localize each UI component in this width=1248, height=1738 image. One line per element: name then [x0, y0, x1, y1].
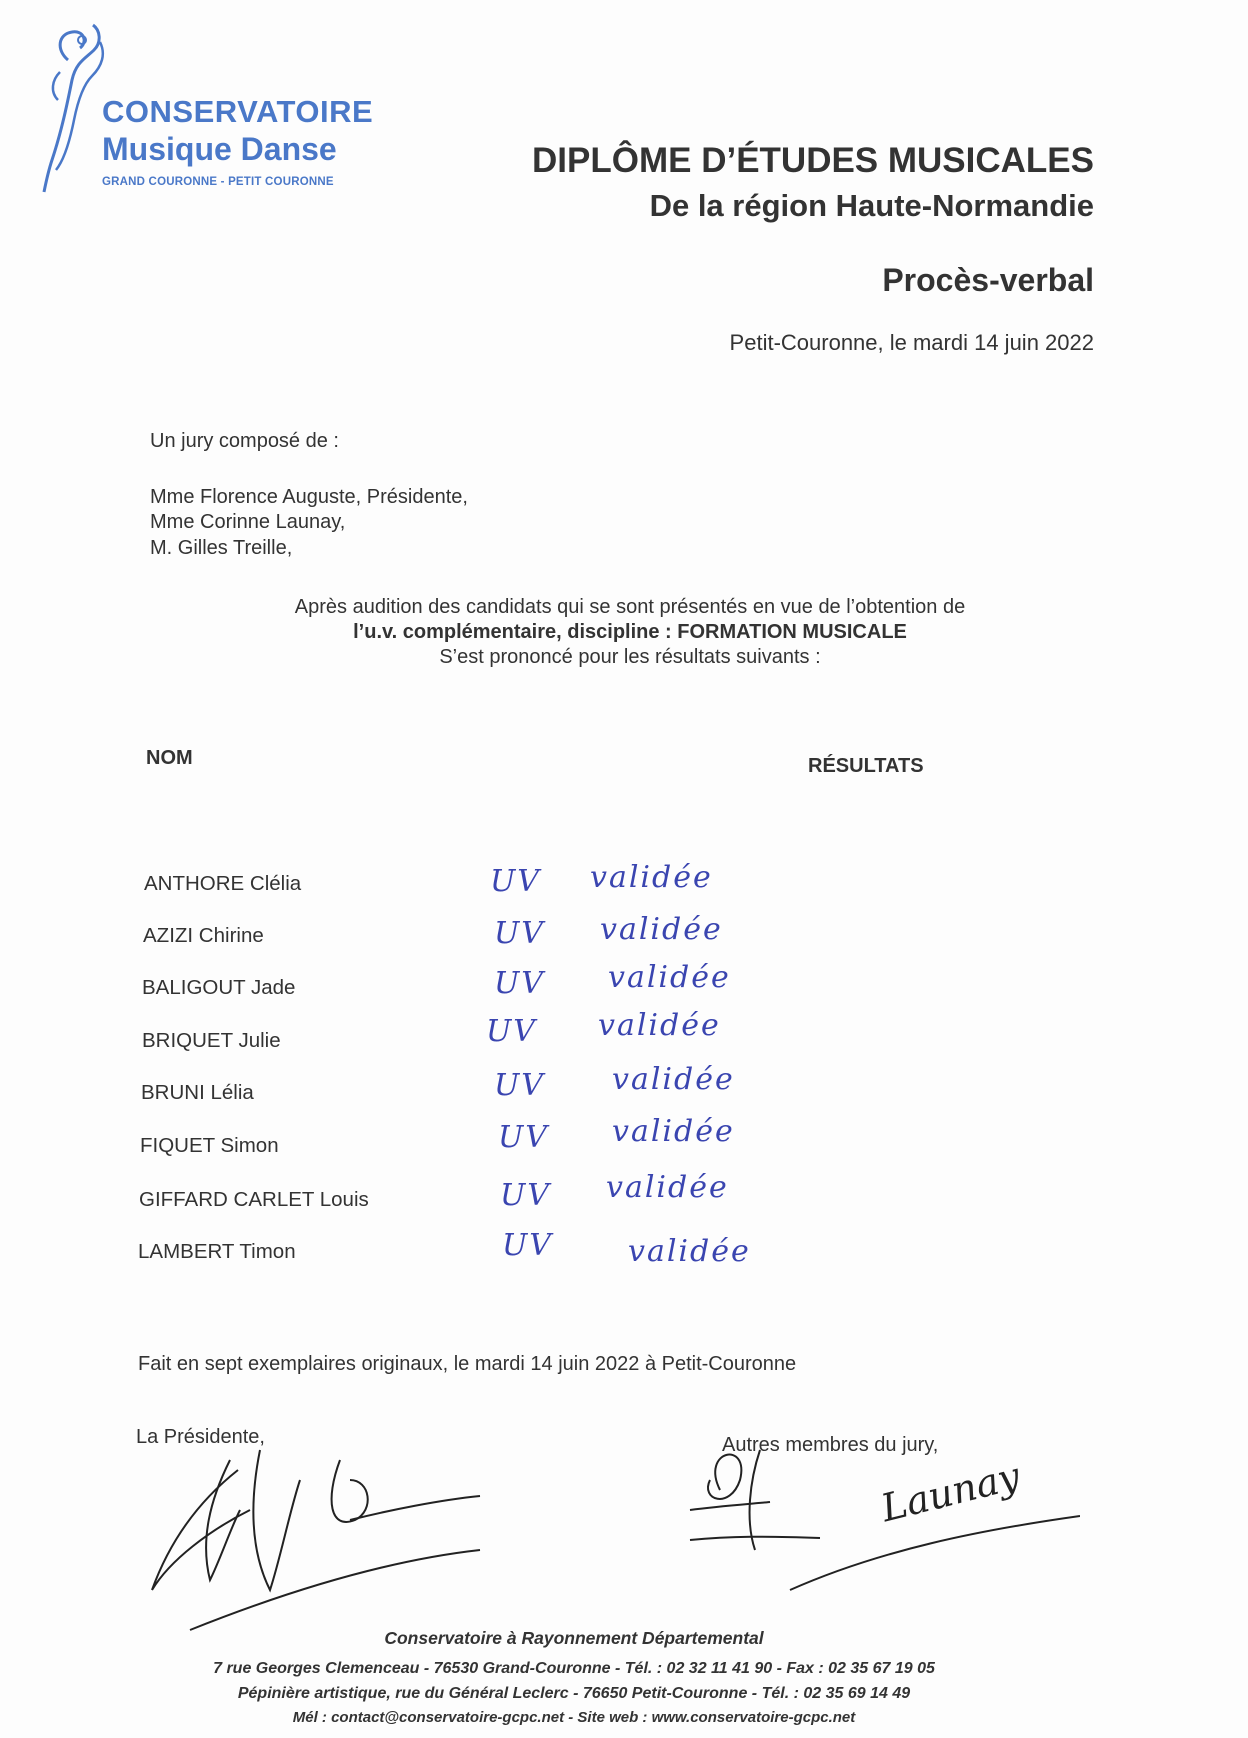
- table-row-name: BRUNI Lélia: [141, 1081, 254, 1104]
- statement-line-1: Après audition des candidats qui se sont présentés en vue de l’obtention de: [294, 596, 966, 618]
- logo-line-3: GRAND COURONNE - PETIT COURONNE: [102, 176, 334, 188]
- logo-line-2: Musique Danse: [102, 131, 337, 167]
- table-row-result: validée: [606, 1170, 729, 1205]
- table-row-name: AZIZI Chirine: [143, 924, 264, 947]
- table-row-result: validée: [590, 860, 713, 895]
- table-row-result: validée: [598, 1008, 721, 1043]
- table-row-name: BALIGOUT Jade: [142, 976, 296, 999]
- logo-line-1: CONSERVATOIRE: [102, 94, 374, 129]
- column-header-name: NOM: [146, 747, 193, 769]
- place-date: Petit-Couronne, le mardi 14 juin 2022: [729, 330, 1094, 355]
- table-row-uv: UV: [494, 966, 545, 1001]
- table-row-uv: UV: [500, 1178, 551, 1213]
- table-row-uv: UV: [502, 1228, 553, 1263]
- statement-line-3: S’est prononcé pour les résultats suivants :: [439, 646, 821, 668]
- table-row-name: ANTHORE Clélia: [144, 872, 302, 895]
- table-row-uv: UV: [498, 1120, 549, 1155]
- table-row-uv: UV: [494, 1068, 545, 1103]
- document-title: DIPLÔME D’ÉTUDES MUSICALES: [532, 141, 1094, 180]
- table-row-name: GIFFARD CARLET Louis: [139, 1188, 369, 1211]
- table-row-result: validée: [608, 960, 731, 995]
- footer-contact: Mél : contact@conservatoire-gcpc.net - Site web : www.conservatoire-gcpc.net: [292, 1709, 856, 1726]
- footer-address-1: 7 rue Georges Clemenceau - 76530 Grand-Couronne - Tél. : 02 32 11 41 90 - Fax : 02 35 67 19 05: [213, 1660, 935, 1677]
- table-row-result: validée: [612, 1062, 735, 1097]
- table-row-uv: UV: [490, 864, 541, 899]
- statement-line-2: l’u.v. complémentaire, discipline : FORMATION MUSICALE: [353, 621, 907, 643]
- closing-statement: Fait en sept exemplaires originaux, le mardi 14 juin 2022 à Petit-Couronne: [138, 1353, 797, 1375]
- president-label: La Présidente,: [136, 1426, 265, 1448]
- table-row-name: FIQUET Simon: [140, 1134, 279, 1157]
- table-row-result: validée: [600, 912, 723, 947]
- jury-member: Mme Florence Auguste, Présidente,: [150, 486, 468, 508]
- president-signature: [140, 1440, 500, 1640]
- jury-others-label: Autres membres du jury,: [722, 1434, 939, 1456]
- table-row-name: LAMBERT Timon: [138, 1240, 296, 1263]
- table-row-uv: UV: [494, 916, 545, 951]
- footer-address-2: Pépinière artistique, rue du Général Leclerc - 76650 Petit-Couronne - Tél. : 02 35 69 14 49: [237, 1685, 911, 1702]
- document-type: Procès-verbal: [882, 262, 1094, 298]
- table-row-name: BRIQUET Julie: [142, 1029, 281, 1052]
- jury-signature-launay: Launay: [876, 1453, 1025, 1531]
- jury-member: M. Gilles Treille,: [150, 537, 293, 559]
- column-header-results: RÉSULTATS: [808, 755, 924, 777]
- jury-intro: Un jury composé de :: [150, 430, 339, 452]
- jury-member: Mme Corinne Launay,: [150, 511, 346, 533]
- table-row-uv: UV: [486, 1014, 537, 1049]
- table-row-result: validée: [612, 1114, 735, 1149]
- footer-institution: Conservatoire à Rayonnement Départemental: [384, 1628, 764, 1648]
- document-subtitle: De la région Haute-Normandie: [649, 188, 1094, 223]
- table-row-result: validée: [628, 1234, 751, 1269]
- jury-signature-treille: [680, 1440, 1080, 1610]
